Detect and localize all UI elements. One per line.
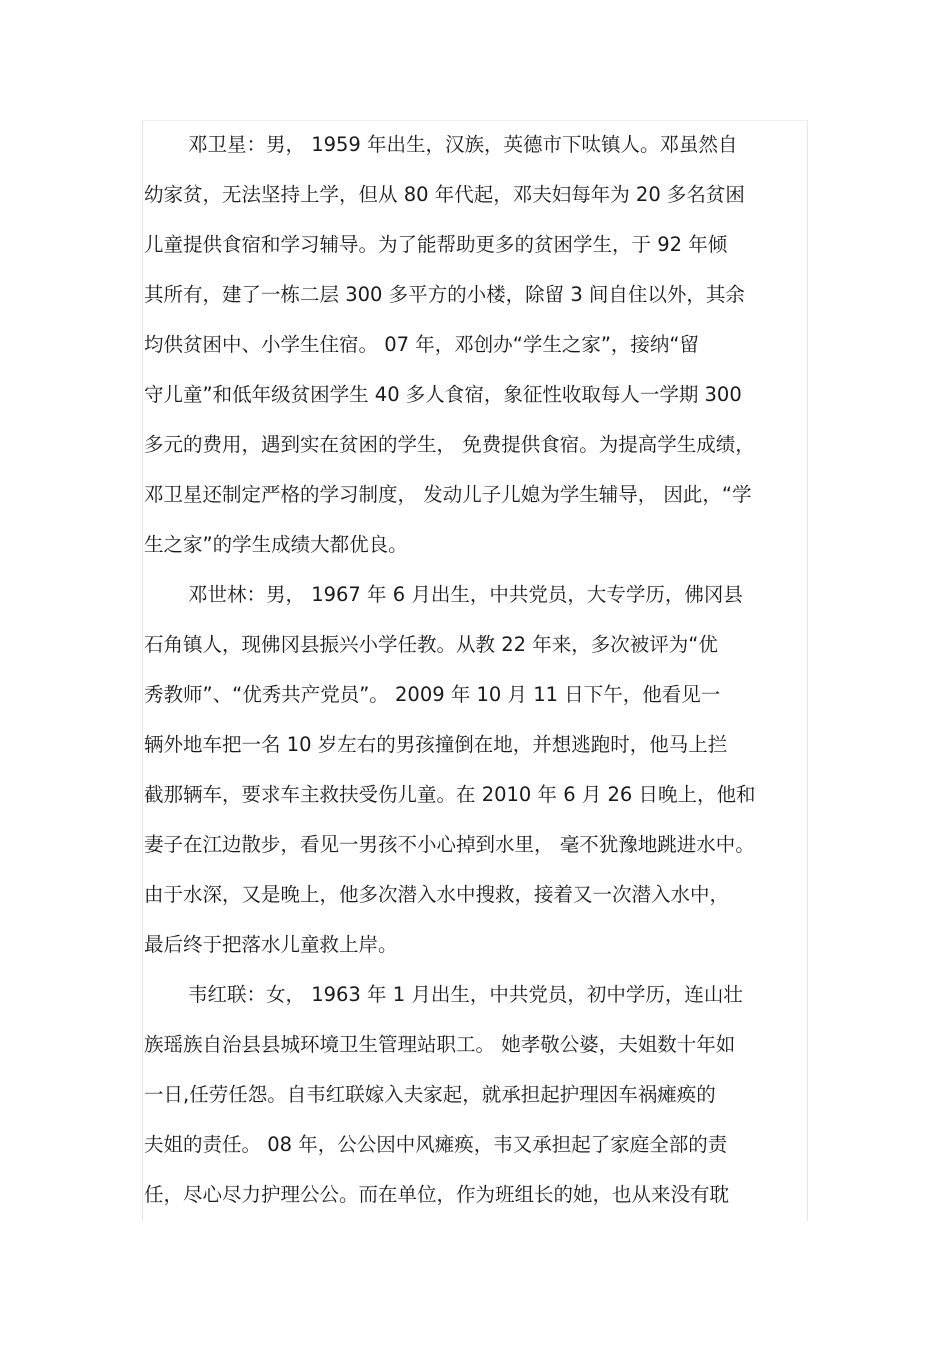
text-line: 幼家贫，无法坚持上学，但从 80 年代起，邓夫妇每年为 20 多名贫困 [144,183,745,206]
text-line: 夫姐的责任。 08 年，公公因中风瘫痪，韦又承担起了家庭全部的责 [144,1133,728,1156]
text-line: 均供贫困中、小学生住宿。 07 年，邓创办“学生之家”，接纳“留 [144,333,700,356]
text-line: 妻子在江边散步，看见一男孩不小心掉到水里， 毫不犹豫地跳进水中。 [144,833,755,856]
paragraph-first-line: 邓世林：男， 1967 年 6 月出生，中共党员，大专学历，佛冈县 [188,583,743,606]
text-line: 任，尽心尽力护理公公。而在单位，作为班组长的她，也从来没有耽 [144,1183,730,1206]
text-line: 其所有，建了一栋二层 300 多平方的小楼，除留 3 间自住以外，其余 [144,283,745,306]
paragraph-first-line: 韦红联：女， 1963 年 1 月出生，中共党员，初中学历，连山壮 [188,983,743,1006]
text-line: 生之家”的学生成绩大都优良。 [144,533,408,556]
document-body [144,120,812,1220]
text-line: 多元的费用，遇到实在贫困的学生， 免费提供食宿。为提高学生成绩， [144,433,755,456]
text-line: 截那辆车，要求车主救扶受伤儿童。在 2010 年 6 月 26 日晚上，他和 [144,783,756,806]
text-line: 石角镇人，现佛冈县振兴小学任教。从教 22 年来，多次被评为“优 [144,633,718,656]
paragraph-first-line: 邓卫星：男， 1959 年出生，汉族，英德市下呔镇人。邓虽然自 [188,133,738,156]
text-line: 邓卫星还制定严格的学习制度， 发动儿子儿媳为学生辅导， 因此，“学 [144,483,752,506]
text-line: 秀教师”、“优秀共产党员”。 2009 年 10 月 11 日下午，他看见一 [144,683,721,706]
text-line: 最后终于把落水儿童救上岸。 [144,933,398,956]
text-line: 一日,任劳任怨。自韦红联嫁入夫家起，就承担起护理因车祸瘫痪的 [144,1083,716,1106]
text-line: 守儿童”和低年级贫困学生 40 多人食宿，象征性收取每人一学期 300 [144,383,742,406]
text-line: 辆外地车把一名 10 岁左右的男孩撞倒在地，并想逃跑时，他马上拦 [144,733,728,756]
text-line: 儿童提供食宿和学习辅导。为了能帮助更多的贫困学生，于 92 年倾 [144,233,728,256]
text-line: 由于水深，又是晚上，他多次潜入水中搜救，接着又一次潜入水中， [144,883,730,906]
text-line: 族瑶族自治县县城环境卫生管理站职工。 她孝敬公婆，夫姐数十年如 [144,1033,736,1056]
